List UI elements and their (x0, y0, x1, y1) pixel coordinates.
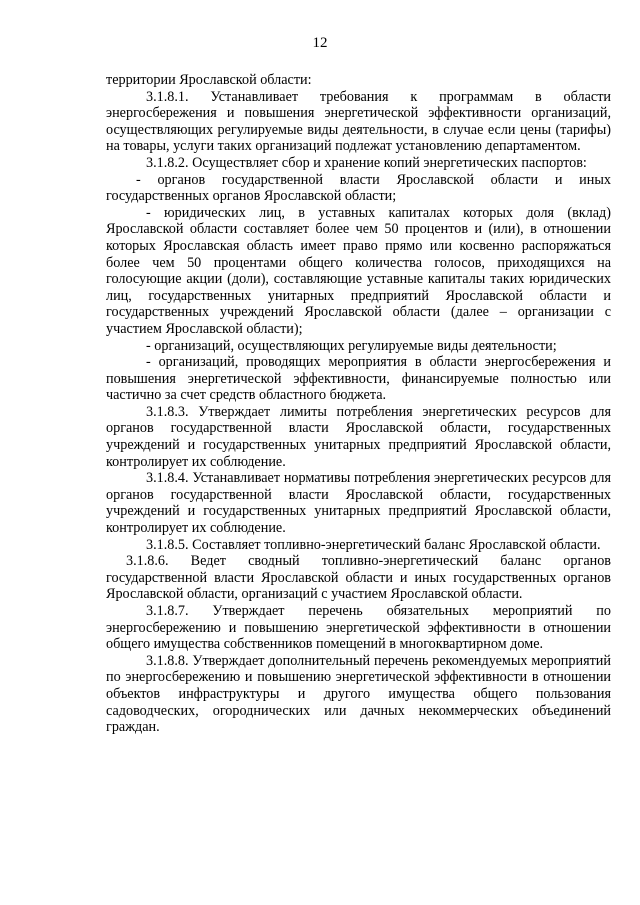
paragraph-3-1-8-5: 3.1.8.5. Составляет топливно-энергетический баланс Ярославской области. (146, 536, 601, 553)
paragraph-3-1-8-4: 3.1.8.4. Устанавливает нормативы потребления энергетических ресурсов для органов государственной власти Ярославской области, государственных учреждений и государственных унитарных предприятий Ярославской области, контролирует их соблюдение. (106, 470, 611, 537)
document-body (106, 72, 611, 736)
page-number: 12 (312, 35, 328, 51)
list-item-budget-funded-organizations: - организаций, проводящих мероприятия в области энергосбережения и повышения энергетической эффективности, финансируемые полностью или частично за счет средств областного бюджета. (106, 354, 611, 404)
list-item-regulated-organizations: - организаций, осуществляющих регулируемые виды деятельности; (146, 337, 557, 354)
paragraph-continuation: территории Ярославской области: (106, 72, 312, 88)
paragraph-3-1-8-2: 3.1.8.2. Осуществляет сбор и хранение копий энергетических паспортов: (146, 154, 587, 171)
list-item-government-bodies: - органов государственной власти Ярославской области и иных государственных органов Ярославской области; (106, 171, 611, 205)
paragraph-3-1-8-8: 3.1.8.8. Утверждает дополнительный перечень рекомендуемых мероприятий по энергосбережению и повышению энергетической эффективности в отношении объектов инфраструктуры и другого имущества общего пользования садоводческих, огороднических или дачных некоммерческих объединений граждан. (106, 652, 611, 736)
paragraph-3-1-8-3: 3.1.8.3. Утверждает лимиты потребления энергетических ресурсов для органов государственной власти Ярославской области, государственных учреждений и государственных унитарных предприятий Ярославской области, контролирует их соблюдение. (106, 403, 611, 470)
list-item-legal-entities: - юридических лиц, в уставных капиталах которых доля (вклад) Ярославской области составляет более чем 50 процентов и (или), в отношении которых Ярославская область имеет право прямо или косвенно распоряжаться более чем 50 процентами общего количества голосов, приходящихся на голосующие акции (доли), составляющие уставные капиталы таких юридических лиц, государственных унитарных предприятий Ярославской области и государственных учреждений Ярославской области (далее – организации с участием Ярославской области); (106, 204, 611, 337)
paragraph-3-1-8-6: 3.1.8.6. Ведет сводный топливно-энергетический баланс органов государственной власти Ярославской области и иных государственных органов Ярославской области, организаций с участием Ярославской области. (106, 553, 611, 603)
paragraph-3-1-8-7: 3.1.8.7. Утверждает перечень обязательных мероприятий по энергосбережению и повышению энергетической эффективности в отношении общего имущества собственников помещений в многоквартирном доме. (106, 603, 611, 653)
paragraph-3-1-8-1: 3.1.8.1. Устанавливает требования к программам в области энергосбережения и повышения энергетической эффективности организаций, осуществляющих регулируемые виды деятельности, в случае если цены (тарифы) на товары, услуги таких организаций подлежат установлению департаментом. (106, 88, 611, 155)
